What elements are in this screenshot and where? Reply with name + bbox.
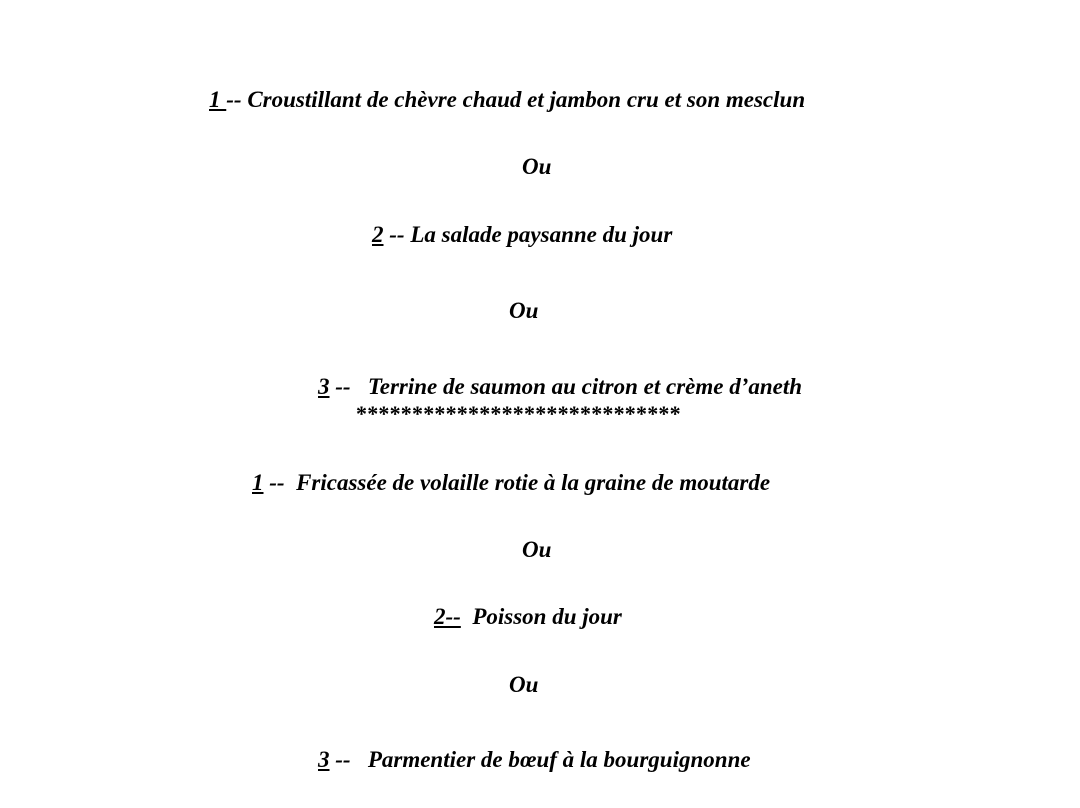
- entree-item-2-text: -- La salade paysanne du jour: [383, 222, 673, 247]
- entree-item-1-text: -- Croustillant de chèvre chaud et jambon cru et son mesclun: [226, 87, 806, 112]
- entree-item-1: [209, 86, 805, 114]
- plat-item-3-number: 3: [318, 747, 330, 772]
- plat-item-1: [252, 469, 770, 497]
- plat-item-1-text: -- Fricassée de volaille rotie à la graine de moutarde: [263, 470, 771, 495]
- plat-item-1-number: 1: [252, 470, 264, 495]
- entree-item-1-number: 1: [209, 87, 227, 112]
- plat-item-2-number: 2--: [434, 604, 461, 629]
- entree-item-2-number: 2: [372, 222, 384, 247]
- plat-or-1: Ou: [522, 537, 552, 562]
- plat-item-3-text: -- Parmentier de bœuf à la bourguignonne: [329, 747, 751, 772]
- entree-item-3-number: 3: [318, 374, 330, 399]
- plat-or-2: Ou: [509, 672, 539, 697]
- entree-or-2: Ou: [509, 298, 539, 323]
- entree-or-1: Ou: [522, 154, 552, 179]
- entree-item-3-text: -- Terrine de saumon au citron et crème d’aneth: [329, 374, 803, 399]
- entree-item-2: [372, 221, 672, 249]
- entree-item-3: [318, 373, 802, 401]
- plat-item-3: [318, 746, 751, 774]
- plat-item-2: [434, 603, 622, 631]
- section-separator: *****************************: [356, 401, 681, 426]
- plat-item-2-text: Poisson du jour: [460, 604, 622, 629]
